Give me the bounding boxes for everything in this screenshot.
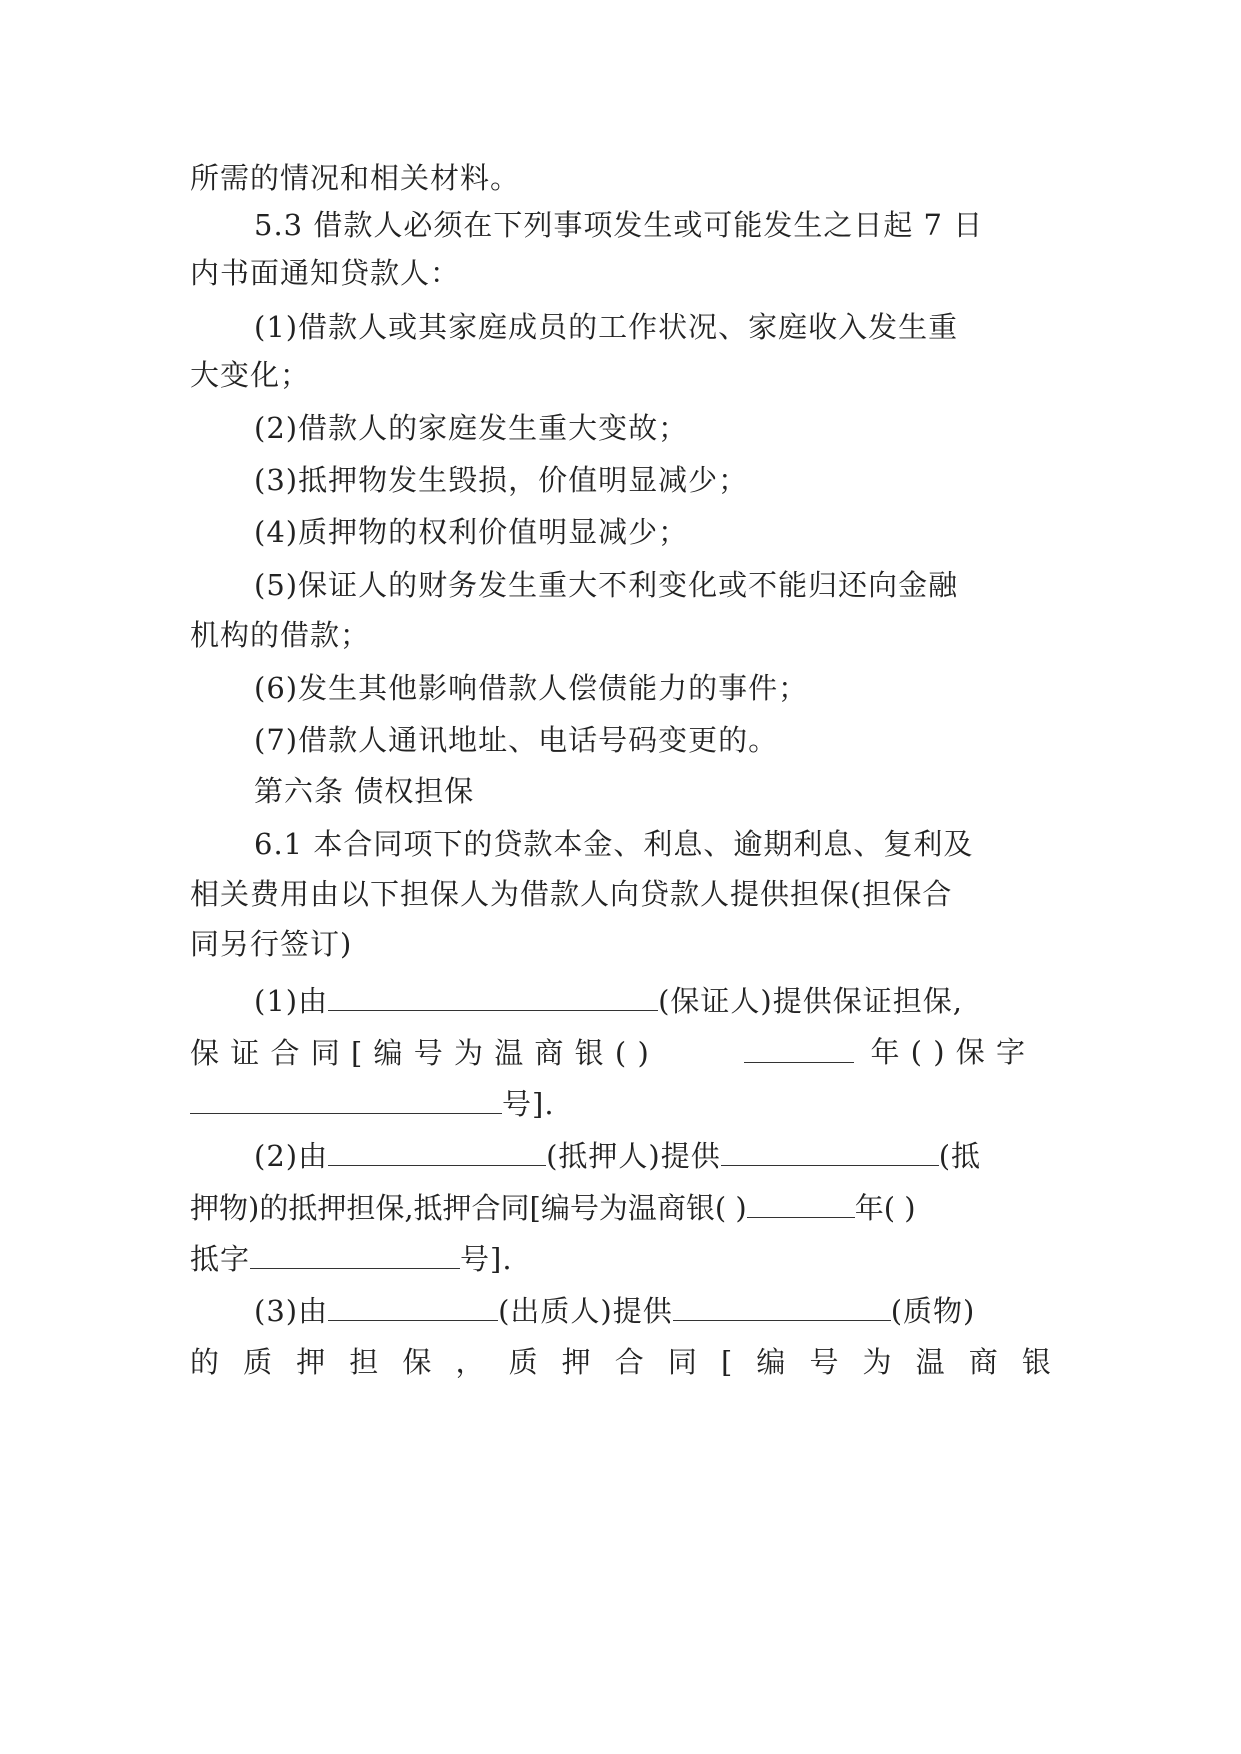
- mortgage-property-blank[interactable]: [721, 1135, 939, 1166]
- char: ): [933, 1035, 946, 1069]
- pledge-property-blank[interactable]: [673, 1290, 891, 1321]
- list-item-3: (3)抵押物发生毁损，价值明显减少；: [254, 463, 749, 497]
- char: 银: [574, 1036, 605, 1070]
- char: 银: [1021, 1345, 1052, 1379]
- guarantor-blank[interactable]: [328, 980, 658, 1011]
- justified-text: [190, 1033, 710, 1073]
- section-heading: 第六条 债权担保: [254, 774, 475, 808]
- clause-5-3: 5.3 借款人必须在下列事项发生或可能发生之日起 7 日: [254, 208, 984, 242]
- contract-number-blank[interactable]: [190, 1083, 502, 1114]
- guarantee-label: 抵字: [190, 1242, 251, 1276]
- char: 质: [508, 1345, 539, 1379]
- text-line: 机构的借款；: [190, 618, 371, 652]
- text-line: 相关费用由以下担保人为借款人向贷款人提供担保(担保合: [190, 877, 953, 911]
- justified-text: [870, 1032, 1070, 1072]
- char: 号: [809, 1345, 840, 1379]
- list-item-2: (2)借款人的家庭发生重大变故；: [254, 411, 689, 445]
- guarantee-label: 号].: [502, 1087, 555, 1121]
- list-item-1: (1)借款人或其家庭成员的工作状况、家庭收入发生重: [254, 310, 959, 344]
- char: 年: [870, 1035, 901, 1069]
- guarantee-item-2-line3: [190, 1238, 1052, 1278]
- char: 合: [614, 1345, 645, 1379]
- contract-number-blank[interactable]: [250, 1238, 460, 1269]
- char: 质: [243, 1345, 274, 1379]
- char: 保: [402, 1345, 433, 1379]
- char: 编: [756, 1345, 787, 1379]
- text-line: 所需的情况和相关材料。: [190, 161, 521, 195]
- char: 押: [296, 1345, 327, 1379]
- list-item-7: (7)借款人通讯地址、电话号码变更的。: [254, 723, 779, 757]
- guarantee-item-1: [190, 980, 1052, 1020]
- guarantee-label: (1)由: [254, 984, 329, 1018]
- text-line: 大变化；: [190, 358, 311, 392]
- char: 为: [862, 1345, 893, 1379]
- char: 编: [373, 1036, 404, 1070]
- char: 押: [561, 1345, 592, 1379]
- list-item-6: (6)发生其他影响借款人偿债能力的事件；: [254, 671, 809, 705]
- guarantee-label: (抵: [938, 1139, 982, 1173]
- char: 担: [349, 1345, 380, 1379]
- text-line: 同另行签订): [190, 927, 353, 961]
- char: ): [637, 1036, 650, 1070]
- char: 保: [955, 1035, 986, 1069]
- char: 为: [453, 1036, 484, 1070]
- list-item-5: (5)保证人的财务发生重大不利变化或不能归还向金融: [254, 568, 959, 602]
- guarantee-item-1-line2: [190, 1032, 1052, 1072]
- char: 同: [310, 1036, 341, 1070]
- guarantee-label: 年( ): [854, 1191, 916, 1225]
- char: 商: [968, 1345, 999, 1379]
- clause-6-1: 6.1 本合同项下的贷款本金、利息、逾期利息、复利及: [254, 827, 974, 861]
- char: 温: [915, 1345, 946, 1379]
- year-blank[interactable]: [747, 1187, 855, 1218]
- char: 号: [413, 1036, 444, 1070]
- char: 温: [494, 1036, 525, 1070]
- year-blank[interactable]: [744, 1032, 854, 1063]
- char: 证: [230, 1036, 261, 1070]
- guarantee-item-2-line2: [190, 1187, 1052, 1227]
- char: [: [350, 1036, 364, 1070]
- pledgor-blank[interactable]: [328, 1290, 498, 1321]
- guarantee-item-3-line2: [190, 1342, 1052, 1382]
- char: 字: [996, 1035, 1027, 1069]
- guarantee-label: (2)由: [254, 1139, 329, 1173]
- char: 的: [190, 1345, 221, 1379]
- guarantee-label: (质物): [890, 1294, 976, 1328]
- guarantee-label: (出质人)提供: [498, 1294, 673, 1328]
- guarantee-item-1-line3: [190, 1083, 1052, 1123]
- guarantee-item-3: [190, 1290, 1052, 1330]
- list-item-4: (4)质押物的权利价值明显减少；: [254, 515, 689, 549]
- mortgagor-blank[interactable]: [328, 1135, 546, 1166]
- char: 商: [534, 1036, 565, 1070]
- char: (: [614, 1036, 628, 1070]
- text-line: 内书面通知贷款人：: [190, 256, 461, 290]
- char: 合: [270, 1036, 301, 1070]
- char: 保: [190, 1036, 221, 1070]
- guarantee-label: (抵押人)提供: [546, 1139, 721, 1173]
- guarantee-label: 号].: [460, 1242, 513, 1276]
- guarantee-label: 押物)的抵押担保,抵押合同[编号为温商银( ): [190, 1191, 747, 1225]
- guarantee-label: (3)由: [254, 1294, 329, 1328]
- guarantee-item-2: [190, 1135, 1052, 1175]
- char: [: [720, 1345, 734, 1379]
- guarantee-label: (保证人)提供保证担保,: [658, 984, 963, 1018]
- char: (: [910, 1035, 923, 1069]
- char: 同: [667, 1345, 698, 1379]
- char: ，: [455, 1345, 486, 1379]
